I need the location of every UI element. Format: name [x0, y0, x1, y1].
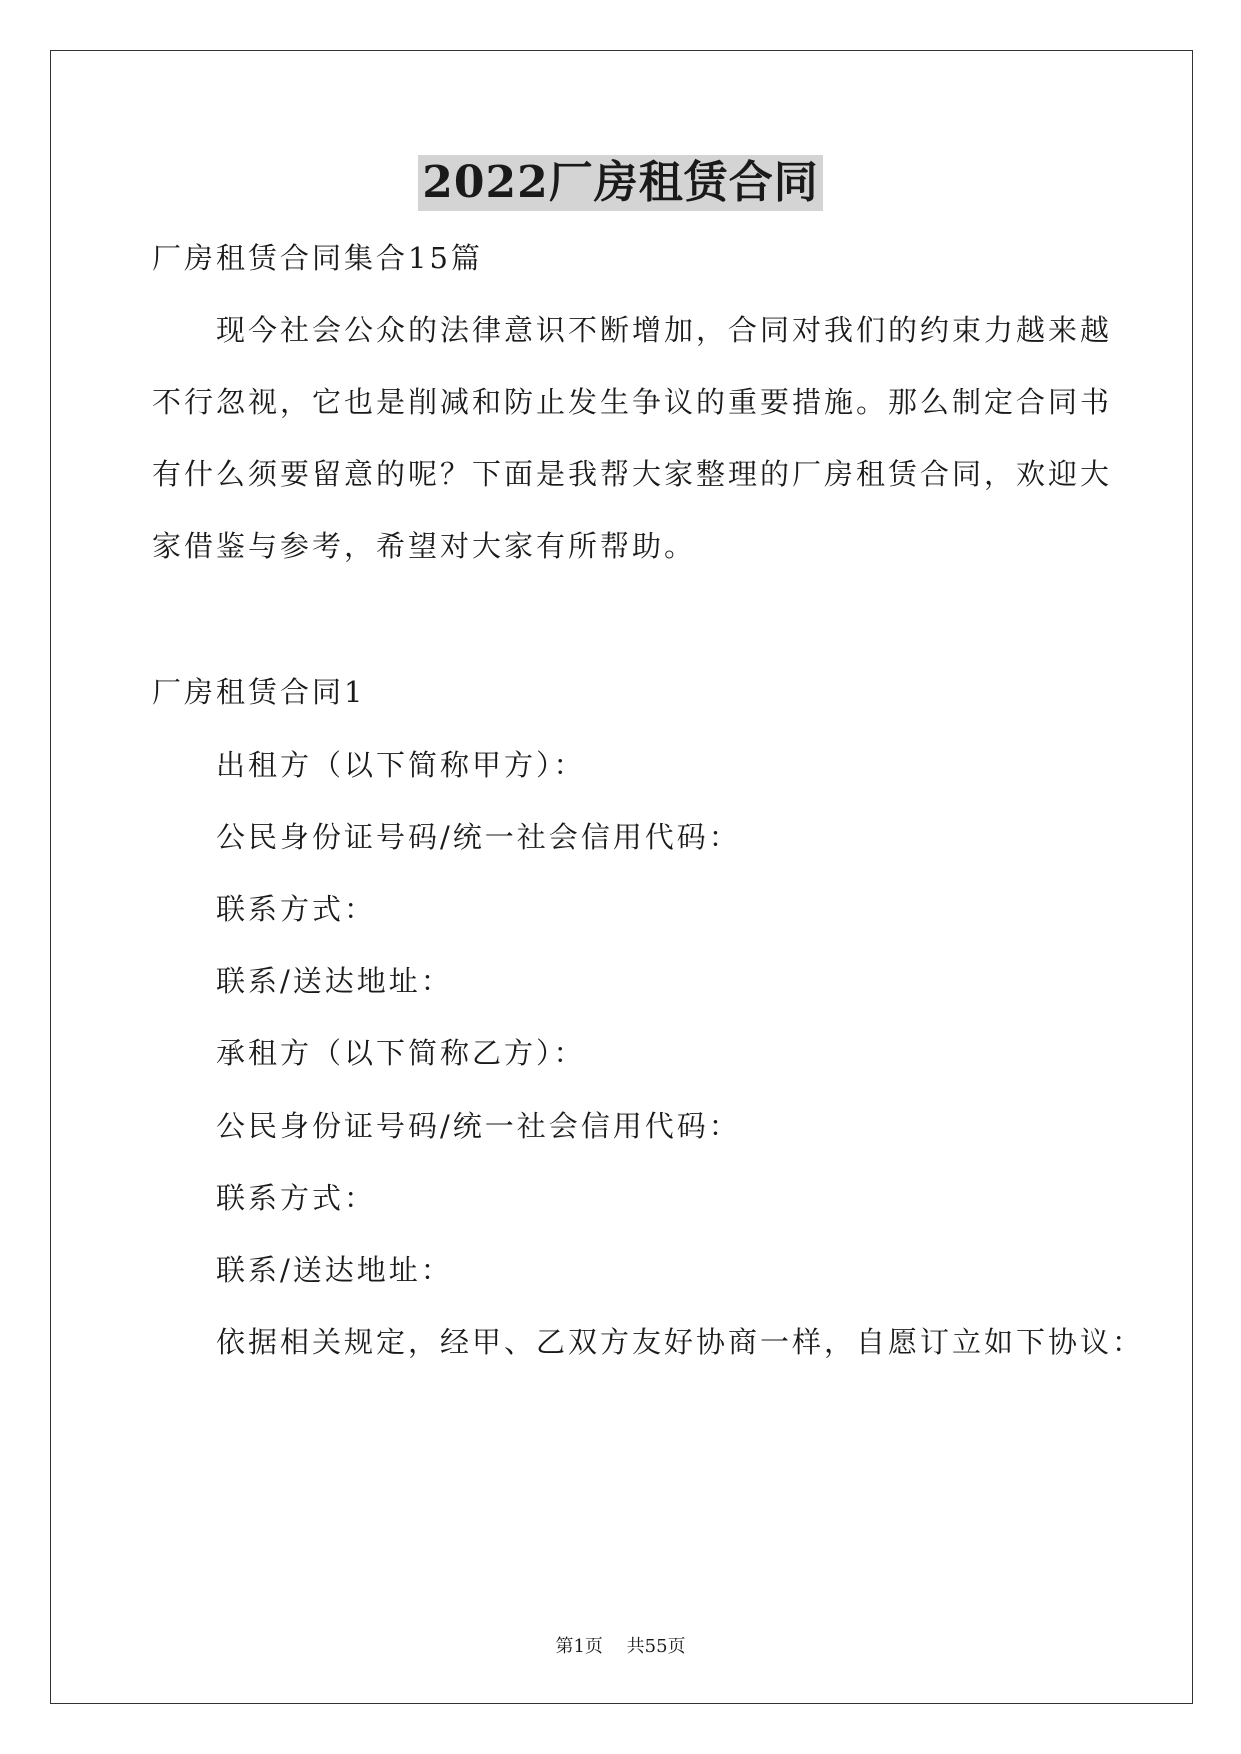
field-lessee-address: 联系/送达地址：	[216, 1253, 453, 1287]
section-heading: 厂房租赁合同1	[152, 675, 366, 709]
page-border	[50, 50, 1193, 1704]
field-lessee-contact: 联系方式：	[216, 1181, 377, 1215]
intro-line-4: 家借鉴与参考，希望对大家有所帮助。	[152, 529, 697, 563]
title-container	[0, 155, 1241, 211]
agreement-statement: 依据相关规定，经甲、乙双方友好协商一样，自愿订立如下协议：	[216, 1325, 1145, 1359]
document-subtitle: 厂房租赁合同集合15篇	[152, 241, 483, 275]
document-title: 2022厂房租赁合同	[418, 155, 822, 211]
field-lessor-address: 联系/送达地址：	[216, 964, 453, 998]
intro-line-1: 现今社会公众的法律意识不断增加，合同对我们的约束力越来越	[216, 313, 1113, 347]
field-lessee-id: 公民身份证号码/统一社会信用代码：	[216, 1109, 741, 1143]
field-lessor: 出租方（以下简称甲方）：	[216, 748, 586, 782]
field-lessor-id: 公民身份证号码/统一社会信用代码：	[216, 820, 741, 854]
page-footer: 第1页 共55页	[555, 1636, 686, 1657]
field-lessor-contact: 联系方式：	[216, 892, 377, 926]
intro-line-2: 不行忽视，它也是削减和防止发生争议的重要措施。那么制定合同书	[152, 385, 1113, 419]
intro-line-3: 有什么须要留意的呢？下面是我帮大家整理的厂房租赁合同，欢迎大	[152, 457, 1113, 491]
field-lessee: 承租方（以下简称乙方）：	[216, 1036, 586, 1070]
